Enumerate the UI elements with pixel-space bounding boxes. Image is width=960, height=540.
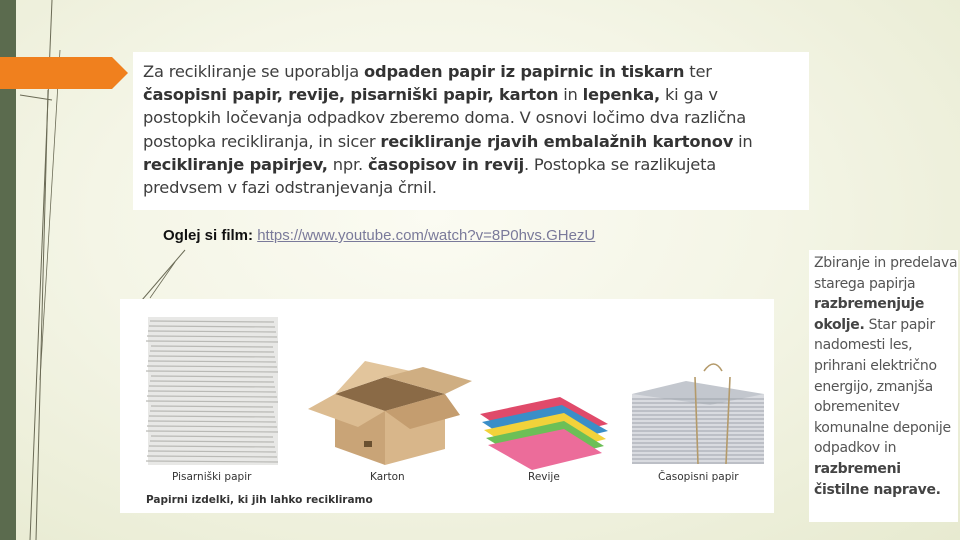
main-text-segment: in (558, 85, 583, 105)
youtube-link[interactable]: https://www.youtube.com/watch?v=8P0hvs.GHezU (257, 227, 596, 244)
film-line (163, 227, 595, 244)
side-text-segment: Star papir nadomesti les, prihrani električno energijo, zmanjša obremenitev komunalne deponije odpadkov in (814, 316, 951, 457)
main-text-segment: ter (684, 62, 712, 81)
main-text-segment: časopisni papir, revije, pisarniški papir, karton (143, 85, 559, 105)
newspaper-stack-icon (632, 364, 764, 464)
image-footer-caption: Papirni izdelki, ki jih lahko recikliramo (146, 494, 373, 506)
side-text-segment: Zbiranje in predelava starega papirja (814, 255, 958, 292)
caption-cardboard: Karton (370, 471, 405, 483)
main-text-segment: odpaden papir iz papirnic in tiskarn (364, 62, 685, 81)
paper-products-image (120, 299, 774, 513)
caption-newspaper: Časopisni papir (658, 471, 739, 483)
side-text-panel (809, 250, 958, 522)
main-text-segment: recikliranje papirjev, (143, 154, 328, 174)
main-text-segment: časopisov in revij (367, 154, 524, 174)
caption-office-paper: Pisarniški papir (172, 471, 252, 483)
side-text-segment: razbremeni čistilne naprave. (814, 460, 941, 498)
main-text-segment: recikliranje rjavih embalažnih kartonov (380, 131, 734, 151)
caption-magazines: Revije (528, 471, 560, 483)
office-paper-stack-icon (146, 317, 278, 465)
orange-arrow-marker (0, 57, 128, 89)
main-text-segment: lepenka, (582, 85, 660, 105)
main-text-segment: npr. (327, 154, 368, 174)
main-text-segment: Za recikliranje se uporablja (143, 62, 365, 81)
film-label: Oglej si film: (163, 227, 254, 244)
side-text-segment: razbremenjuje okolje. (814, 296, 925, 333)
cardboard-box-icon (308, 361, 472, 465)
main-text-segment: in (733, 131, 753, 151)
magazines-stack-icon (480, 397, 608, 470)
main-text-segment: ki ga v postopkih ločevanja odpadkov zberemo doma. V osnovi ločimo dva različna postopka recikliranja, in sicer (143, 85, 747, 151)
main-text-panel (133, 52, 809, 210)
main-text-segment: . Postopka se razlikujeta predvsem v fazi odstranjevanja črnil. (143, 154, 717, 198)
